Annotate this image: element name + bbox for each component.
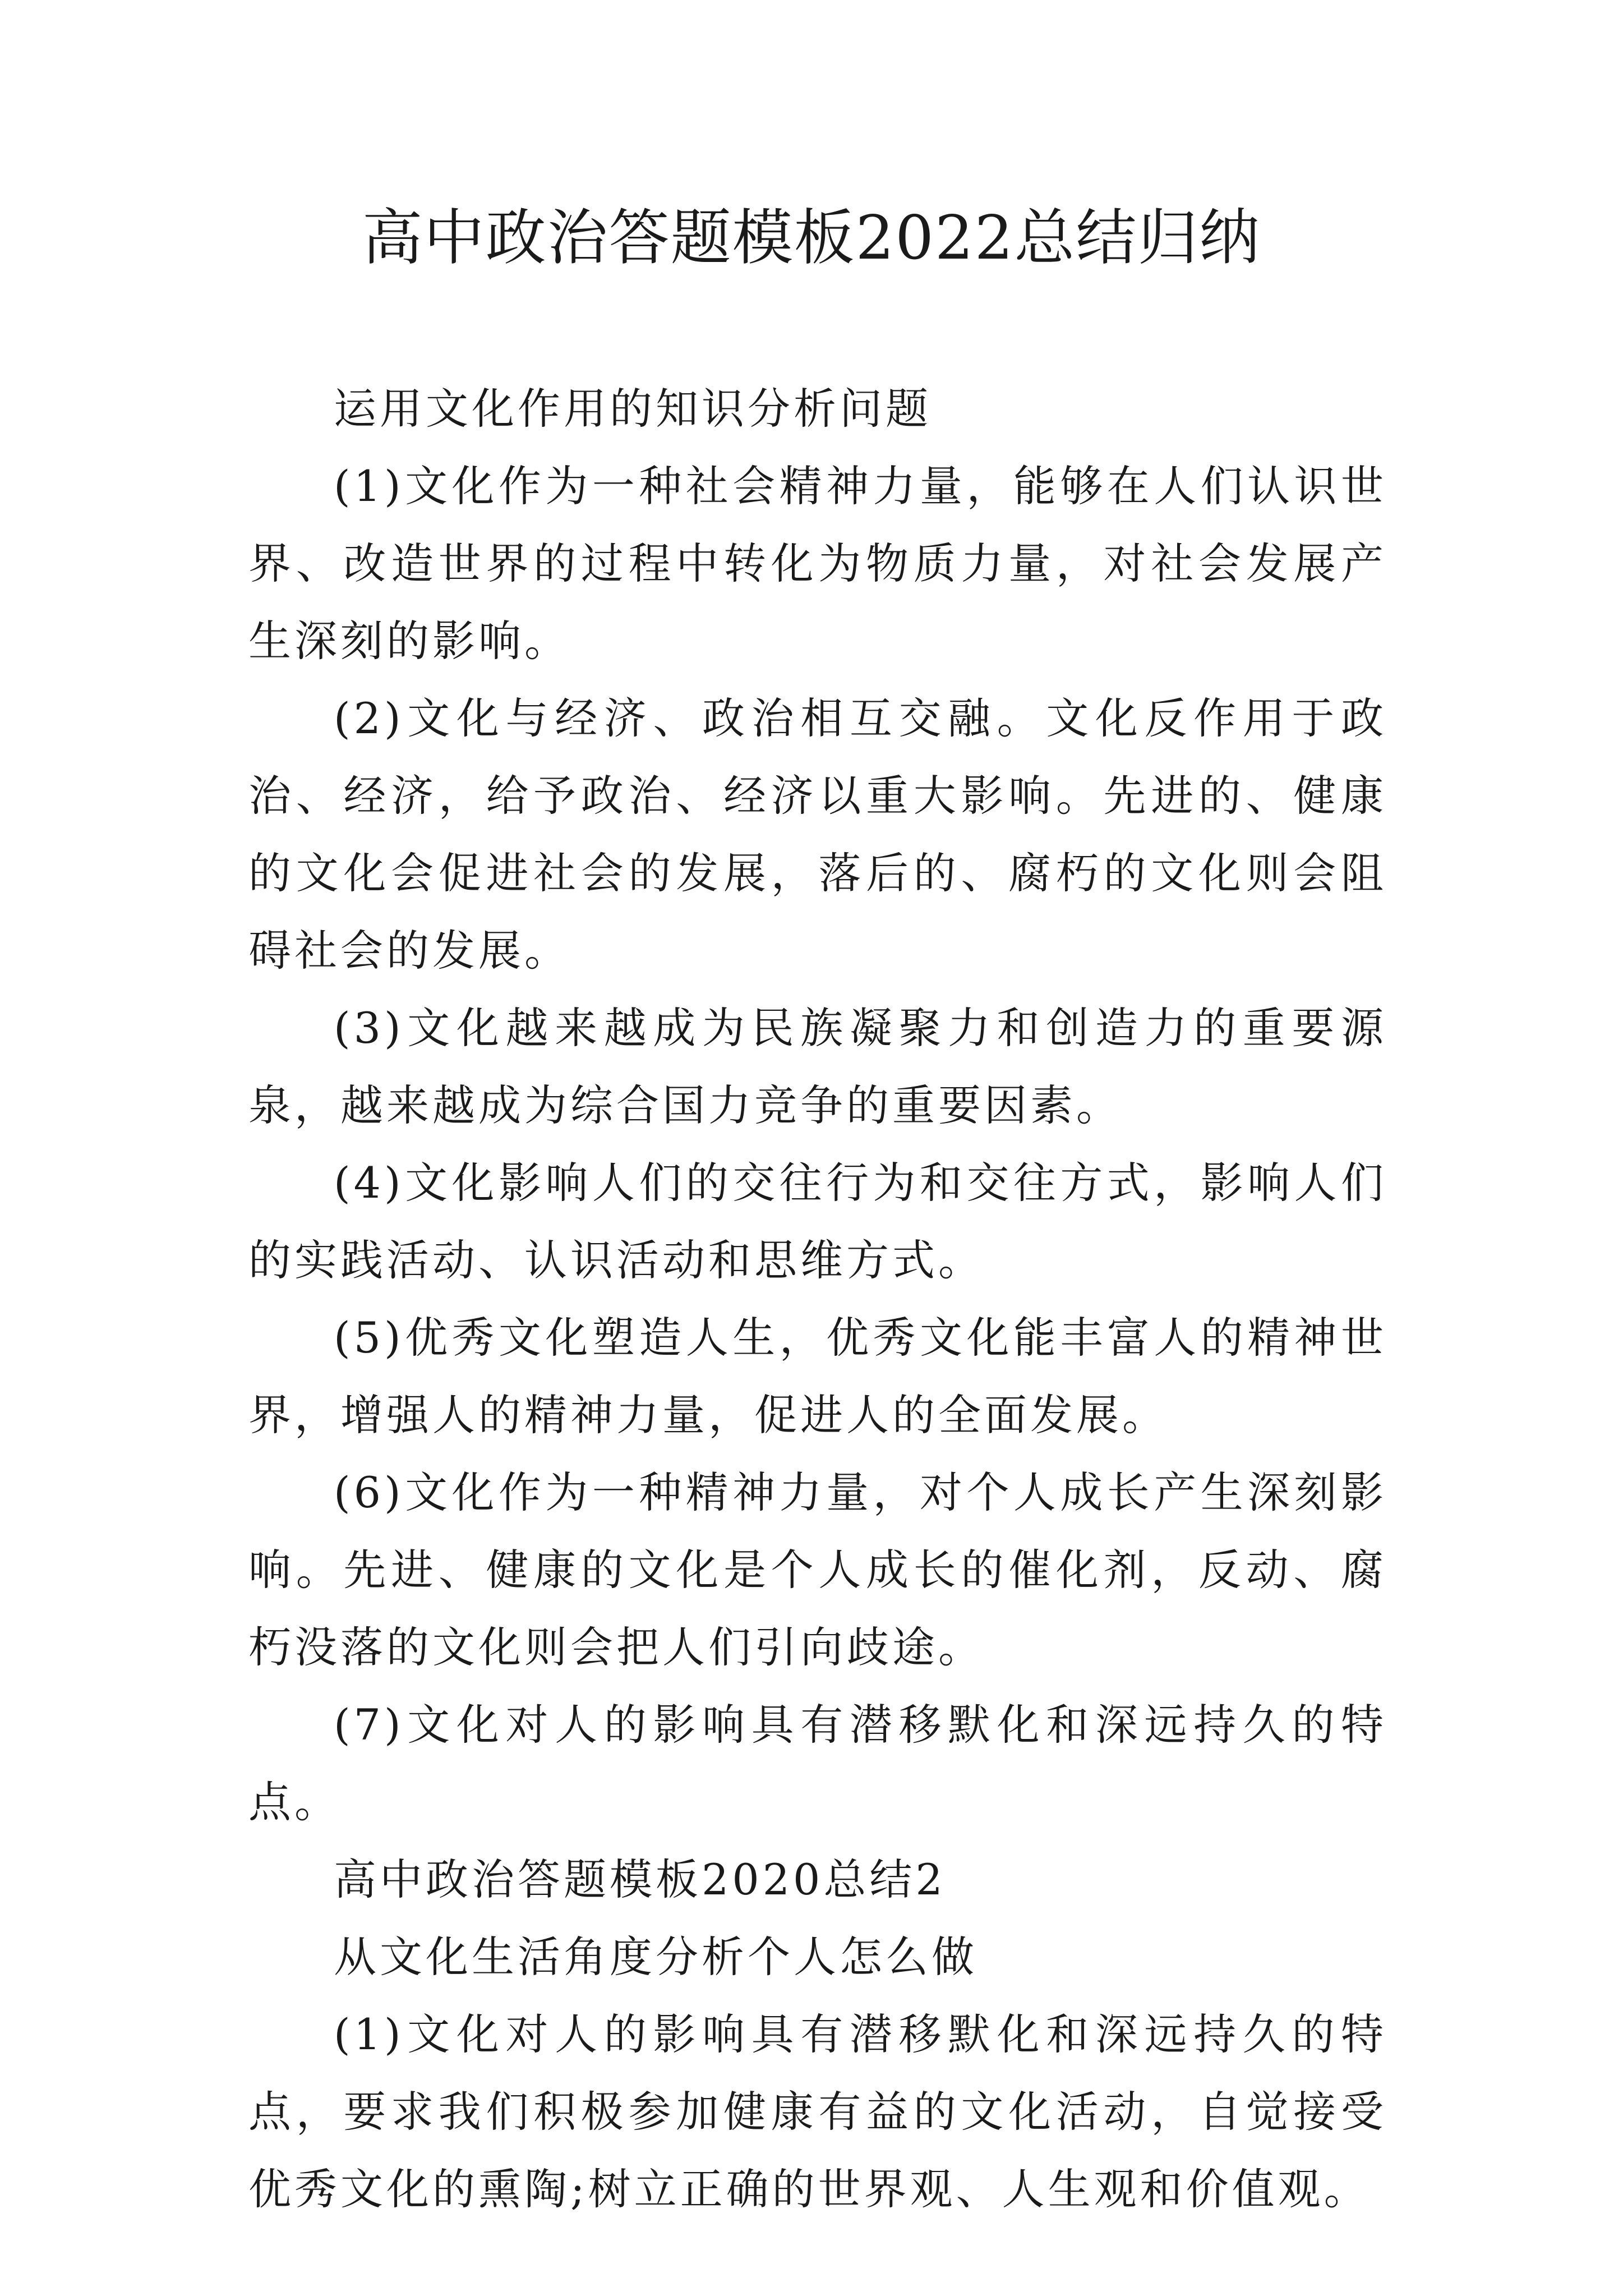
paragraph: (1)文化对人的影响具有潜移默化和深远持久的特点，要求我们积极参加健康有益的文化活动，自觉接受优秀文化的熏陶;树立正确的世界观、人生观和价值观。 [248,2009,1387,2214]
paragraph: (1)文化作为一种社会精神力量，能够在人们认识世界、改造世界的过程中转化为物质力量，对社会发展产生深刻的影响。 [248,461,1387,666]
document-body [248,370,1387,2228]
paragraph: (5)优秀文化塑造人生，优秀文化能丰富人的精神世界，增强人的精神力量，促进人的全面发展。 [248,1313,1387,1440]
paragraph: (6)文化作为一种精神力量，对个人成长产生深刻影响。先进、健康的文化是个人成长的催化剂，反动、腐朽没落的文化则会把人们引向歧途。 [248,1467,1387,1672]
paragraph: (2)文化与经济、政治相互交融。文化反作用于政治、经济，给予政治、经济以重大影响。先进的、健康的文化会促进社会的发展，落后的、腐朽的文化则会阻碍社会的发展。 [248,693,1387,976]
section-heading: 从文化生活角度分析个人怎么做 [334,1932,978,1982]
subtitle: 高中政治答题模板2020总结2 [334,1855,946,1904]
document-title: 高中政治答题模板2022总结归纳 [362,203,1261,273]
paragraph: (3)文化越来越成为民族凝聚力和创造力的重要源泉，越来越成为综合国力竞争的重要因素。 [248,1003,1387,1130]
paragraph: (7)文化对人的影响具有潜移默化和深远持久的特点。 [248,1700,1387,1827]
paragraph: (4)文化影响人们的交往行为和交往方式，影响人们的实践活动、认识活动和思维方式。 [248,1158,1387,1285]
section-heading: 运用文化作用的知识分析问题 [334,384,932,434]
